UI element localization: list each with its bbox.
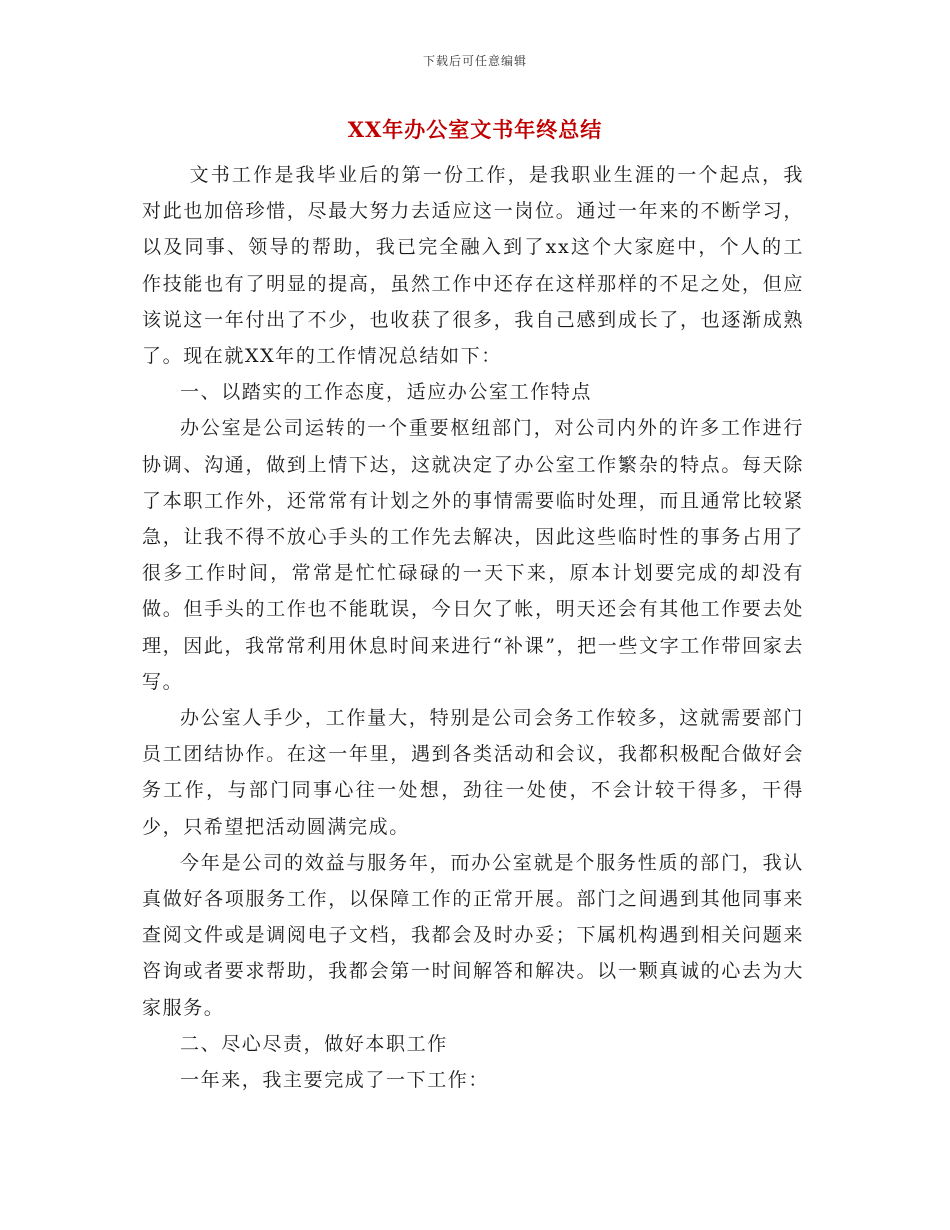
paragraph: 一年来，我主要完成了一下工作： [180,1069,490,1092]
section-heading-2: 二、尽心尽责，做好本职工作 [180,1032,448,1055]
paragraph: 今年是公司的效益与服务年，而办公室就是个服务性质的部门，我认真做好各项服务工作，以保障工作的正常开展。部门之间遇到其他同事来查阅文件或是调阅电子文档，我都会及时办妥；下属机构遇到相关问题来咨询或者要求帮助，我都会第一时间解答和解决。以一颗真诚的心去为大家服务。 [142,851,804,1019]
document-title: XX年办公室文书年终总结 [347,117,603,142]
document-body [142,157,804,1098]
paragraph-intro: 文书工作是我毕业后的第一份工作，是我职业生涯的一个起点，我对此也加倍珍惜，尽最大努力去适应这一岗位。通过一年来的不断学习，以及同事、领导的帮助，我已完全融入到了xx这个大家庭中，个人的工作技能也有了明显的提高，虽然工作中还存在这样那样的不足之处，但应该说这一年付出了不少，也收获了很多，我自己感到成长了，也逐渐成熟了。现在就XX年的工作情况总结如下： [142,164,804,368]
header-note: 下载后可任意编辑 [422,54,527,68]
section-heading-1: 一、以踏实的工作态度，适应办公室工作特点 [180,381,593,404]
paragraph: 办公室是公司运转的一个重要枢纽部门，对公司内外的许多工作进行协调、沟通，做到上情下达，这就决定了办公室工作繁杂的特点。每天除了本职工作外，还常常有计划之外的事情需要临时处理，而且通常比较紧急，让我不得不放心手头的工作先去解决，因此这些临时性的事务占用了很多工作时间，常常是忙忙碌碌的一天下来，原本计划要完成的却没有做。但手头的工作也不能耽误，今日欠了帐，明天还会有其他工作要去处理，因此，我常常利用休息时间来进行“补课”，把一些文字工作带回家去写。 [142,417,804,693]
paragraph: 办公室人手少，工作量大，特别是公司会务工作较多，这就需要部门员工团结协作。在这一年里，遇到各类活动和会议，我都积极配合做好会务工作，与部门同事心往一处想，劲往一处使，不会计较干得多，干得少，只希望把活动圆满完成。 [142,707,804,838]
